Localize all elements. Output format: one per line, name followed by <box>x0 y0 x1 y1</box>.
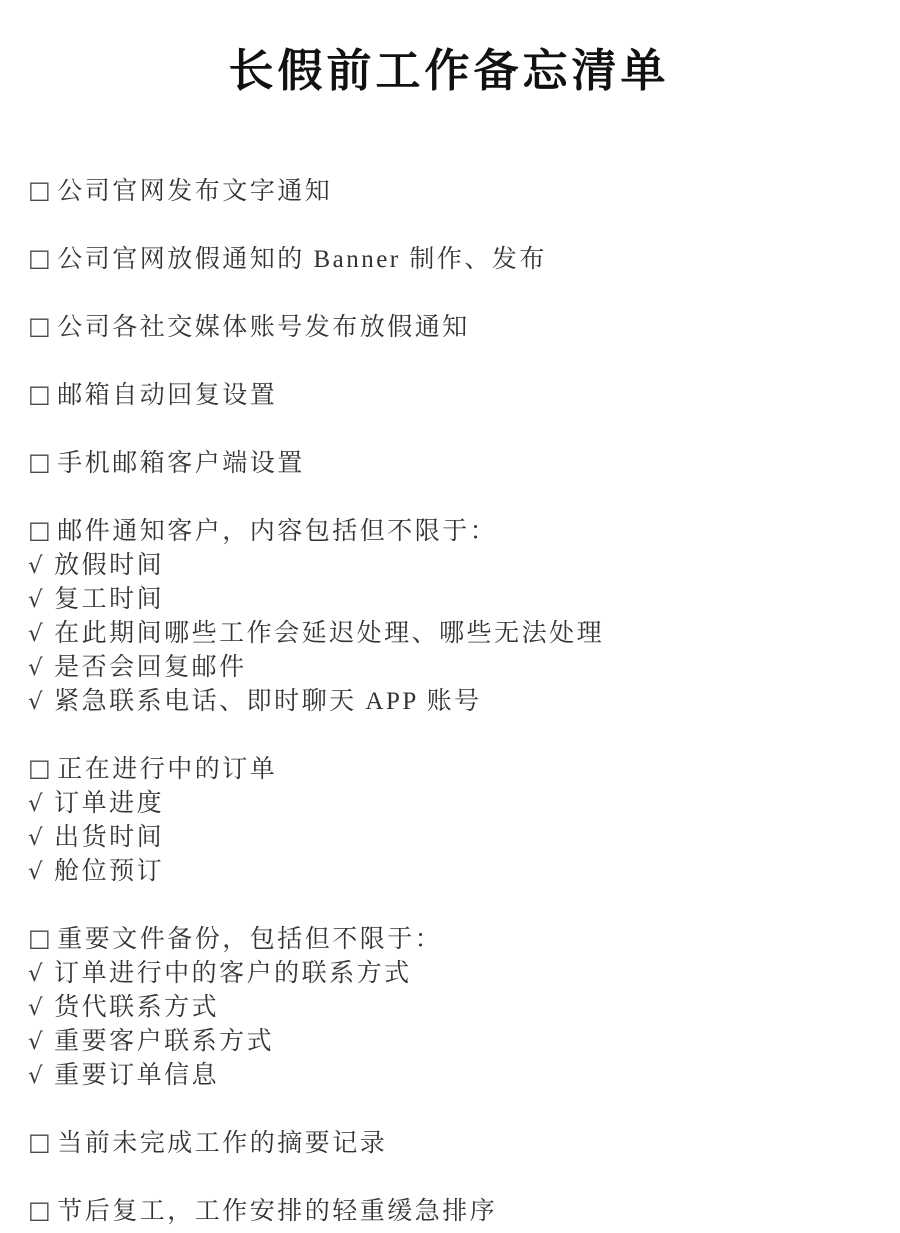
check-icon: √ <box>28 825 46 851</box>
checklist-subitem-line <box>28 1025 870 1059</box>
checklist-subitem-label: 订单进度 <box>54 790 165 817</box>
checklist-item-line <box>28 310 870 345</box>
checklist-item <box>28 174 870 209</box>
checkbox-icon: □ <box>28 380 54 408</box>
checklist-item-line <box>28 1126 870 1161</box>
checklist-item-label: 当前未完成工作的摘要记录 <box>57 1130 388 1157</box>
checklist-item <box>28 446 870 481</box>
page-title: 长假前工作备忘清单 <box>228 46 670 96</box>
checklist-item <box>28 378 870 413</box>
checklist-subitem-line <box>28 617 870 651</box>
checklist-item-label: 手机邮箱客户端设置 <box>57 450 305 477</box>
checkbox-icon: □ <box>28 312 54 340</box>
checklist-item <box>28 514 870 719</box>
check-icon: √ <box>28 621 46 647</box>
checklist-subitem-label: 重要订单信息 <box>54 1062 220 1089</box>
checklist-item-line <box>28 446 870 481</box>
checklist-subitem-label: 是否会回复邮件 <box>54 654 247 681</box>
checklist-subitem-label: 复工时间 <box>54 586 165 613</box>
checklist-item-label: 公司各社交媒体账号发布放假通知 <box>57 314 470 341</box>
checklist-subitem-label: 紧急联系电话、即时聊天 APP 账号 <box>54 688 482 715</box>
checklist-item-label: 邮件通知客户，内容包括但不限于： <box>57 518 498 545</box>
checkbox-icon: □ <box>28 1128 54 1156</box>
checklist-subitem-label: 重要客户联系方式 <box>54 1028 275 1055</box>
checklist-item <box>28 1126 870 1161</box>
checklist-subitem-label: 舱位预订 <box>54 858 165 885</box>
checklist-item-label: 正在进行中的订单 <box>57 756 278 783</box>
checklist-subitem-line <box>28 821 870 855</box>
checklist-item-label: 重要文件备份，包括但不限于： <box>57 926 443 953</box>
checklist-item <box>28 752 870 889</box>
checklist-item-label: 节后复工，工作安排的轻重缓急排序 <box>57 1198 498 1225</box>
check-icon: √ <box>28 1029 46 1055</box>
checklist-subitem-line <box>28 685 870 719</box>
checklist-item <box>28 242 870 277</box>
checkbox-icon: □ <box>28 176 54 204</box>
checklist-item-label: 公司官网放假通知的 Banner 制作、发布 <box>57 246 547 273</box>
checklist-item-line <box>28 378 870 413</box>
checklist <box>28 174 870 1229</box>
checkbox-icon: □ <box>28 516 54 544</box>
checklist-subitem-line <box>28 855 870 889</box>
checkbox-icon: □ <box>28 244 54 272</box>
checkbox-icon: □ <box>28 1196 54 1224</box>
checklist-item <box>28 922 870 1093</box>
checklist-subitem-line <box>28 957 870 991</box>
checklist-item-line <box>28 514 870 549</box>
checkbox-icon: □ <box>28 754 54 782</box>
check-icon: √ <box>28 791 46 817</box>
checklist-subitem-line <box>28 991 870 1025</box>
check-icon: √ <box>28 655 46 681</box>
checklist-subitem-label: 出货时间 <box>54 824 165 851</box>
checklist-item-line <box>28 1194 870 1229</box>
checkbox-icon: □ <box>28 924 54 952</box>
checklist-subitem-line <box>28 787 870 821</box>
check-icon: √ <box>28 553 46 579</box>
checklist-subitem-line <box>28 1059 870 1093</box>
checklist-subitem-line <box>28 651 870 685</box>
check-icon: √ <box>28 859 46 885</box>
check-icon: √ <box>28 587 46 613</box>
checklist-item-line <box>28 242 870 277</box>
check-icon: √ <box>28 1063 46 1089</box>
checklist-subitem-label: 在此期间哪些工作会延迟处理、哪些无法处理 <box>54 620 605 647</box>
checklist-subitem-line <box>28 549 870 583</box>
checklist-item-line <box>28 752 870 787</box>
checklist-subitem-label: 放假时间 <box>54 552 165 579</box>
checklist-subitem-line <box>28 583 870 617</box>
checklist-item <box>28 310 870 345</box>
checklist-item-label: 邮箱自动回复设置 <box>57 382 278 409</box>
check-icon: √ <box>28 995 46 1021</box>
check-icon: √ <box>28 961 46 987</box>
checklist-item-line <box>28 922 870 957</box>
checklist-item-label: 公司官网发布文字通知 <box>57 178 333 205</box>
checklist-item <box>28 1194 870 1229</box>
checkbox-icon: □ <box>28 448 54 476</box>
checklist-item-line <box>28 174 870 209</box>
checklist-subitem-label: 货代联系方式 <box>54 994 220 1021</box>
checklist-subitem-label: 订单进行中的客户的联系方式 <box>54 960 412 987</box>
check-icon: √ <box>28 689 46 715</box>
